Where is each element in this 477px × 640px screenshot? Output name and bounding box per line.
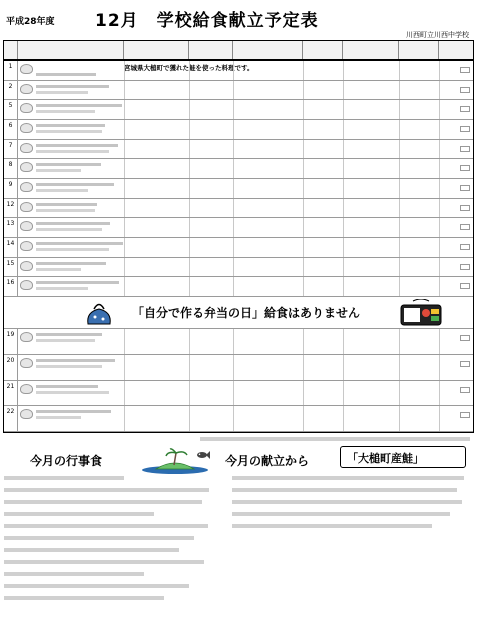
row-note-box (460, 205, 470, 211)
dish-name-line (36, 268, 81, 271)
column-divider (303, 120, 304, 139)
column-divider (399, 140, 400, 159)
column-divider (124, 199, 125, 218)
dish-photo-icon (20, 103, 33, 113)
column-divider (399, 238, 400, 257)
column-divider (303, 238, 304, 257)
dish-name-line (36, 248, 109, 251)
menu-row-date: 12 (4, 199, 18, 218)
column-divider (343, 159, 344, 178)
column-divider (124, 140, 125, 159)
column-divider (233, 355, 234, 380)
row-note-box (460, 87, 470, 93)
column-divider (303, 179, 304, 198)
header-yellow-group-cell-2 (303, 41, 343, 59)
column-divider (399, 81, 400, 100)
column-divider (343, 100, 344, 119)
column-divider (399, 277, 400, 296)
column-divider (124, 120, 125, 139)
menu-row-date: 15 (4, 258, 18, 277)
dish-photo-icon (20, 202, 33, 212)
school-name: 川西町立川西中学校 (406, 31, 469, 39)
row-note-box (460, 185, 470, 191)
column-divider (439, 81, 440, 100)
dish-photo-icon (20, 280, 33, 290)
column-divider (399, 258, 400, 277)
header-green-group-cell-2 (399, 41, 439, 59)
bento-day-row (4, 297, 473, 329)
column-divider (233, 179, 234, 198)
column-divider (189, 406, 190, 431)
dish-name-line (36, 104, 122, 107)
column-divider (124, 159, 125, 178)
column-divider (233, 381, 234, 406)
column-divider (439, 199, 440, 218)
ingredient-columns (124, 81, 473, 100)
dish-photo-icon (20, 143, 33, 153)
menu-row-date: 5 (4, 100, 18, 119)
column-divider (303, 81, 304, 100)
column-divider (233, 329, 234, 354)
column-divider (343, 355, 344, 380)
dish-photo-icon (20, 358, 33, 368)
ingredient-columns (124, 406, 473, 431)
events-details (4, 476, 216, 634)
column-divider (399, 159, 400, 178)
column-divider (233, 218, 234, 237)
column-divider (189, 277, 190, 296)
fiscal-year-label: 平成28年度 (6, 17, 55, 27)
column-divider (439, 406, 440, 431)
dish-name-line (36, 359, 115, 362)
column-divider (399, 179, 400, 198)
dish-name-line (36, 365, 102, 368)
dish-name-line (36, 242, 123, 245)
column-divider (343, 81, 344, 100)
column-divider (303, 218, 304, 237)
column-divider (189, 258, 190, 277)
column-divider (343, 381, 344, 406)
menu-row (4, 355, 473, 381)
column-divider (439, 159, 440, 178)
dish-name-line (36, 385, 98, 388)
dish-name-line (36, 209, 95, 212)
row-note-box (460, 283, 470, 289)
dish-photo-icon (20, 84, 33, 94)
menu-row (4, 100, 473, 120)
column-divider (124, 238, 125, 257)
column-divider (303, 100, 304, 119)
column-divider (343, 61, 344, 80)
menu-row (4, 277, 473, 297)
column-divider (124, 329, 125, 354)
column-divider (399, 100, 400, 119)
fish-icon (196, 450, 210, 460)
ingredient-columns (124, 179, 473, 198)
dish-name-line (36, 169, 81, 172)
dish-name-line (36, 287, 88, 290)
bento-notice: 「自分で作る弁当の日」給食はありません (132, 306, 361, 320)
column-divider (189, 381, 190, 406)
column-divider (233, 277, 234, 296)
column-divider (124, 61, 125, 80)
column-divider (399, 199, 400, 218)
dish-photo-icon (20, 241, 33, 251)
column-divider (439, 277, 440, 296)
ingredient-columns (124, 258, 473, 277)
column-divider (439, 329, 440, 354)
column-divider (303, 381, 304, 406)
column-divider (124, 406, 125, 431)
menu-row (4, 81, 473, 101)
dish-name-line (36, 189, 88, 192)
column-divider (399, 329, 400, 354)
dish-photo-icon (20, 64, 33, 74)
menu-row (4, 61, 473, 81)
featured-item-label: 「大槌町産鮭」 (347, 452, 424, 465)
column-divider (189, 179, 190, 198)
column-divider (124, 218, 125, 237)
column-divider (124, 100, 125, 119)
menu-row-date: 19 (4, 329, 18, 354)
column-divider (303, 258, 304, 277)
ingredient-columns (124, 238, 473, 257)
dish-name-line (36, 91, 88, 94)
column-divider (343, 329, 344, 354)
header-yellow-group-cell (233, 41, 303, 59)
ingredient-columns (124, 355, 473, 380)
page-title: 12月 学校給食献立予定表 (95, 11, 319, 31)
header-red-group-cell (124, 41, 189, 59)
menu-row-date: 7 (4, 140, 18, 159)
column-divider (189, 199, 190, 218)
column-divider (189, 140, 190, 159)
ingredient-columns (124, 277, 473, 296)
column-divider (303, 277, 304, 296)
column-divider (189, 238, 190, 257)
menu-table (3, 60, 474, 433)
menu-row (4, 159, 473, 179)
menu-row (4, 140, 473, 160)
row-note-box (460, 335, 470, 341)
column-divider (343, 258, 344, 277)
dish-name-line (36, 339, 95, 342)
header-milk-cell (439, 41, 473, 59)
column-divider (303, 140, 304, 159)
menu-row (4, 381, 473, 407)
column-divider (189, 81, 190, 100)
column-divider (124, 179, 125, 198)
column-divider (233, 238, 234, 257)
column-divider (233, 159, 234, 178)
column-divider (343, 218, 344, 237)
furoshiki-icon (84, 300, 114, 326)
column-divider (343, 199, 344, 218)
menu-row (4, 238, 473, 258)
column-divider (233, 100, 234, 119)
header-green-group-cell (343, 41, 399, 59)
row-note-box (460, 361, 470, 367)
column-divider (233, 199, 234, 218)
column-divider (439, 238, 440, 257)
header-menu-cell (18, 41, 124, 59)
ingredient-columns (124, 159, 473, 178)
column-divider (189, 120, 190, 139)
dish-name-line (36, 262, 106, 265)
dish-photo-icon (20, 332, 33, 342)
events-title: 今月の行事食 (30, 454, 103, 468)
dish-name-line (36, 222, 110, 225)
column-divider (303, 199, 304, 218)
dish-photo-icon (20, 123, 33, 133)
dish-photo-icon (20, 261, 33, 271)
row-note-box (460, 67, 470, 73)
column-divider (439, 381, 440, 406)
menu-row-date: 16 (4, 277, 18, 296)
dish-name-line (36, 110, 95, 113)
column-divider (343, 406, 344, 431)
dish-name-line (36, 85, 109, 88)
column-divider (124, 355, 125, 380)
dish-name-line (36, 391, 109, 394)
menu-row-date: 14 (4, 238, 18, 257)
row-notice: 宮城県大槌町で獲れた鮭を使った料理です。 (124, 64, 254, 72)
column-divider (233, 120, 234, 139)
column-divider (124, 277, 125, 296)
header-date-cell (4, 41, 18, 59)
dish-name-line (36, 281, 119, 284)
ingredient-columns (124, 381, 473, 406)
column-divider (189, 355, 190, 380)
row-note-box (460, 106, 470, 112)
ingredient-columns (124, 329, 473, 354)
menu-row-date: 6 (4, 120, 18, 139)
menu-row-date: 8 (4, 159, 18, 178)
row-note-box (460, 126, 470, 132)
dish-name-line (36, 333, 102, 336)
menu-row (4, 218, 473, 238)
column-divider (343, 238, 344, 257)
dish-photo-icon (20, 162, 33, 172)
ingredient-columns (124, 218, 473, 237)
column-divider (399, 381, 400, 406)
dish-name-line (36, 410, 111, 413)
column-divider (303, 159, 304, 178)
dish-photo-icon (20, 384, 33, 394)
monthly-menu-description (232, 476, 470, 634)
dish-name-line (36, 124, 105, 127)
column-divider (233, 61, 234, 80)
column-divider (399, 120, 400, 139)
column-divider (399, 218, 400, 237)
dish-name-line (36, 163, 101, 166)
table-header (3, 40, 474, 60)
menu-row (4, 329, 473, 355)
menu-row-date: 22 (4, 406, 18, 431)
dish-name-line (36, 130, 102, 133)
dish-name-line (36, 183, 114, 186)
ingredient-columns (124, 100, 473, 119)
column-divider (343, 277, 344, 296)
column-divider (303, 406, 304, 431)
menu-row-date: 13 (4, 218, 18, 237)
column-divider (439, 218, 440, 237)
footnote-line (200, 437, 470, 441)
column-divider (124, 81, 125, 100)
column-divider (303, 61, 304, 80)
column-divider (343, 179, 344, 198)
column-divider (303, 355, 304, 380)
dish-name-line (36, 228, 102, 231)
monthly-menu-title: 今月の献立から (225, 454, 310, 468)
column-divider (439, 179, 440, 198)
column-divider (439, 258, 440, 277)
column-divider (439, 100, 440, 119)
row-note-box (460, 264, 470, 270)
column-divider (399, 406, 400, 431)
column-divider (303, 329, 304, 354)
ingredient-columns (124, 61, 473, 80)
dish-name-line (36, 144, 118, 147)
bento-box-icon (399, 299, 443, 327)
column-divider (439, 61, 440, 80)
menu-row-date: 20 (4, 355, 18, 380)
column-divider (233, 140, 234, 159)
column-divider (124, 258, 125, 277)
column-divider (124, 381, 125, 406)
row-note-box (460, 387, 470, 393)
column-divider (439, 355, 440, 380)
dish-photo-icon (20, 221, 33, 231)
menu-row-date: 2 (4, 81, 18, 100)
column-divider (439, 140, 440, 159)
row-note-box (460, 146, 470, 152)
menu-row (4, 120, 473, 140)
column-divider (189, 61, 190, 80)
menu-row (4, 179, 473, 199)
dish-photo-icon (20, 182, 33, 192)
menu-row-date: 1 (4, 61, 18, 80)
dish-name-line (36, 203, 97, 206)
column-divider (189, 218, 190, 237)
column-divider (189, 329, 190, 354)
dish-name-line (36, 73, 96, 76)
column-divider (343, 140, 344, 159)
dish-name-line (36, 416, 81, 419)
menu-row-date: 9 (4, 179, 18, 198)
column-divider (399, 355, 400, 380)
ingredient-columns (124, 140, 473, 159)
ingredient-columns (124, 120, 473, 139)
row-note-box (460, 224, 470, 230)
column-divider (399, 61, 400, 80)
menu-row-date: 21 (4, 381, 18, 406)
row-note-box (460, 165, 470, 171)
row-note-box (460, 244, 470, 250)
featured-item-badge (340, 446, 466, 468)
dish-name-line (36, 150, 109, 153)
dish-photo-icon (20, 409, 33, 419)
column-divider (189, 100, 190, 119)
column-divider (233, 258, 234, 277)
menu-row (4, 258, 473, 278)
ingredient-columns (124, 199, 473, 218)
column-divider (233, 406, 234, 431)
menu-row (4, 406, 473, 432)
column-divider (189, 159, 190, 178)
column-divider (439, 120, 440, 139)
menu-row (4, 199, 473, 219)
row-note-box (460, 412, 470, 418)
column-divider (233, 81, 234, 100)
column-divider (343, 120, 344, 139)
header-red-group-cell-2 (189, 41, 233, 59)
